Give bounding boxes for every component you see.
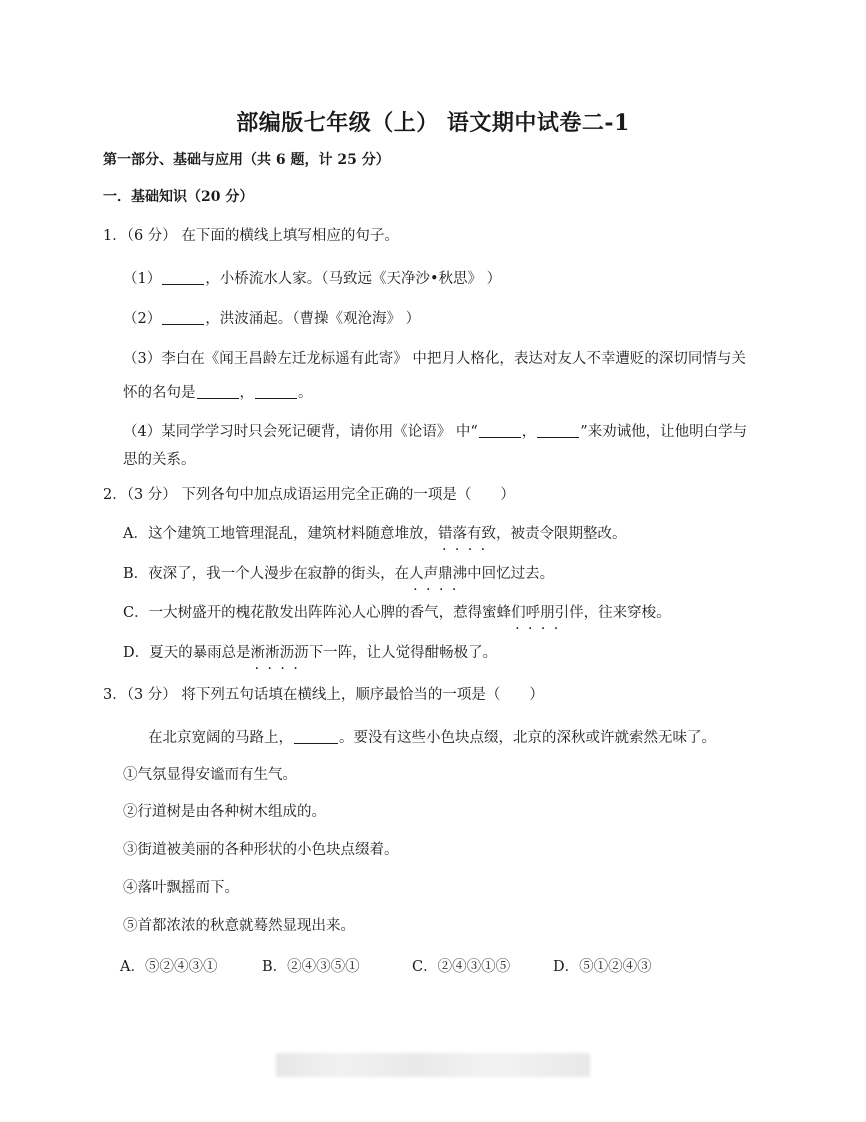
q1-s2-suffix: ，洪波涌起。（曹操《观沧海》 ） xyxy=(205,311,421,327)
answer-blank[interactable] xyxy=(294,728,338,744)
q1-sentence-4-line-2: 思的关系。 xyxy=(123,452,196,468)
q1-s2-prefix: （2） xyxy=(123,311,162,327)
section-heading: 第一部分、基础与应用（共 6 题，计 25 分） xyxy=(103,152,390,168)
q2-b-text: B．夜深了，我一个人漫步在寂静的街头，在 xyxy=(123,566,410,582)
q1-sentence-3-line-1: （3）李白在《闻王昌龄左迁龙标遥有此寄》 中把月人格化，表达对友人不幸遭贬的深切同情与关 xyxy=(123,351,746,367)
q3-stem: 3．（3 分） 将下列五句话填在横线上，顺序最恰当的一项是（ ） xyxy=(103,687,544,703)
q1-s1-suffix: ，小桥流水人家。（马致远《天净沙•秋思》 ） xyxy=(205,271,502,287)
q1-s1-prefix: （1） xyxy=(123,271,162,287)
answer-blank[interactable] xyxy=(255,383,297,399)
q1-s3-prefix: 怀的名句是 xyxy=(123,385,196,401)
answer-blank[interactable] xyxy=(162,269,204,285)
subsection-heading: 一．基础知识（20 分） xyxy=(103,189,254,205)
q1-sentence-3-line-2 xyxy=(123,383,313,401)
q1-s3-suffix: 。 xyxy=(298,385,313,401)
q1-s4-prefix: （4）某同学学习时只会死记硬背，请你用《论语》 中“ xyxy=(123,424,478,440)
q2-a-emphasis: 错落有致 · · · · xyxy=(438,527,496,542)
q3-paragraph-start: 在北京宽阔的马路上， xyxy=(148,730,293,746)
q3-item-2: ②行道树是由各种树木组成的。 xyxy=(123,804,326,820)
q3-item-5: ⑤首都浓浓的秋意就蓦然显现出来。 xyxy=(123,918,355,934)
q3-option-d[interactable]: D．⑤①②④③ xyxy=(553,959,652,975)
q1-sentence-1 xyxy=(123,269,501,287)
q2-b-emphasis: 人声鼎沸 · · · · xyxy=(409,567,467,582)
answer-blank[interactable] xyxy=(537,422,579,438)
answer-blank[interactable] xyxy=(162,309,204,325)
q3-option-b[interactable]: B．②④③⑤① xyxy=(262,959,360,975)
q1-s3-separator: ， xyxy=(239,385,254,401)
page-title: 部编版七年级（上） 语文期中试卷二-1 xyxy=(236,110,630,136)
q2-d-text: D．夏天的暴雨总是 xyxy=(123,645,251,661)
q3-item-4: ④落叶飘摇而下。 xyxy=(123,880,239,896)
q2-b-text-end: 中回忆过去。 xyxy=(467,566,555,582)
q2-d-emphasis: 淅淅沥沥 · · · · xyxy=(251,646,309,661)
q2-c-emphasis: 们呼朋引 · · · · xyxy=(511,606,569,621)
q1-stem: 1．（6 分） 在下面的横线上填写相应的句子。 xyxy=(103,228,399,244)
q2-option-c[interactable] xyxy=(123,606,671,621)
answer-blank[interactable] xyxy=(197,383,239,399)
q2-option-a[interactable] xyxy=(123,527,626,542)
answer-blank[interactable] xyxy=(479,422,521,438)
q2-c-text-end: 伴，往来穿梭。 xyxy=(569,605,671,621)
q2-d-text-end: 下一阵，让人觉得酣畅极了。 xyxy=(308,645,498,661)
q2-option-b[interactable] xyxy=(123,567,554,582)
q3-option-a[interactable]: A．⑤②④③① xyxy=(120,959,218,975)
q1-sentence-2 xyxy=(123,309,420,327)
q2-a-text-end: ，被责令限期整改。 xyxy=(495,526,627,542)
q3-paragraph xyxy=(148,728,716,746)
q3-item-3: ③街道被美丽的各种形状的小色块点缀着。 xyxy=(123,842,399,858)
q3-option-c[interactable]: C．②④③①⑤ xyxy=(412,959,511,975)
q2-a-text: A．这个建筑工地管理混乱，建筑材料随意堆放， xyxy=(123,526,438,542)
q2-stem: 2．（3 分） 下列各句中加点成语运用完全正确的一项是（ ） xyxy=(103,487,515,503)
q1-s4-separator: ， xyxy=(521,424,537,440)
q1-sentence-4-line-1 xyxy=(123,422,747,440)
q3-paragraph-end: 。要没有这些小色块点缀，北京的深秋或许就索然无味了。 xyxy=(339,730,716,746)
q2-c-text: C．一大树盛开的槐花散发出阵阵沁人心脾的香气，惹得蜜蜂 xyxy=(123,605,512,621)
q2-option-d[interactable] xyxy=(123,646,497,661)
blurred-footer-watermark xyxy=(276,1053,590,1077)
q1-s4-suffix: ”来劝诫他，让他明白学与 xyxy=(580,424,748,440)
q3-item-1: ①气氛显得安谧而有生气。 xyxy=(123,767,297,783)
